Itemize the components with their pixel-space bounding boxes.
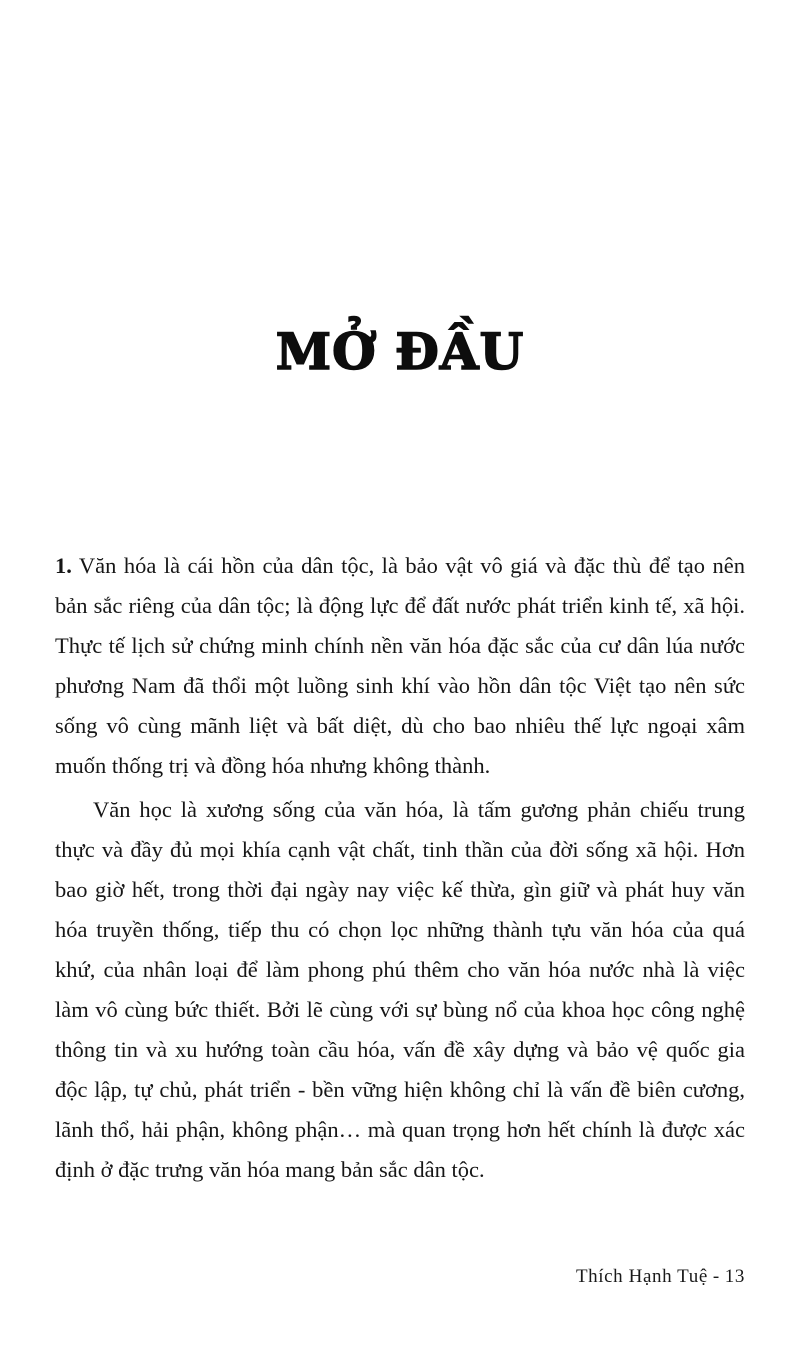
paragraph-2 (55, 790, 745, 1190)
footer-page-number: 13 (724, 1266, 745, 1287)
paragraph-1-text: Văn hóa là cái hồn của dân tộc, là bảo vật vô giá và đặc thù để tạo nên bản sắc riêng của dân tộc; là động lực để đất nước phát triển kinh tế, xã hội. Thực tế lịch sử chứng minh chính nền văn hóa đặc sắc của cư dân lúa nước phương Nam đã thổi một luồng sinh khí vào hồn dân tộc Việt tạo nên sức sống vô cùng mãnh liệt và bất diệt, dù cho bao nhiêu thế lực ngoại xâm muốn thống trị và đồng hóa nhưng không thành. (55, 553, 745, 778)
paragraph-1 (55, 546, 745, 786)
footer-author: Thích Hạnh Tuệ (575, 1266, 708, 1287)
chapter-title: MỞ ĐẦU (275, 322, 525, 381)
body-text (55, 546, 745, 1190)
running-footer (576, 1266, 745, 1288)
footer-separator: - (712, 1266, 720, 1287)
paragraph-2-text: Văn học là xương sống của văn hóa, là tấm gương phản chiếu trung thực và đầy đủ mọi khía cạnh vật chất, tinh thần của đời sống xã hội. Hơn bao giờ hết, trong thời đại ngày nay việc kế thừa, gìn giữ và phát huy văn hóa truyền thống, tiếp thu có chọn lọc những thành tựu văn hóa của quá khứ, của nhân loại để làm phong phú thêm cho văn hóa nước nhà là việc làm vô cùng bức thiết. Bởi lẽ cùng với sự bùng nổ của khoa học công nghệ thông tin và xu hướng toàn cầu hóa, vấn đề xây dựng và bảo vệ quốc gia độc lập, tự chủ, phát triển - bền vững hiện không chỉ là vấn đề biên cương, lãnh thổ, hải phận, không phận… mà quan trọng hơn hết chính là được xác định ở đặc trưng văn hóa mang bản sắc dân tộc. (55, 797, 745, 1182)
paragraph-number: 1. (55, 553, 72, 578)
